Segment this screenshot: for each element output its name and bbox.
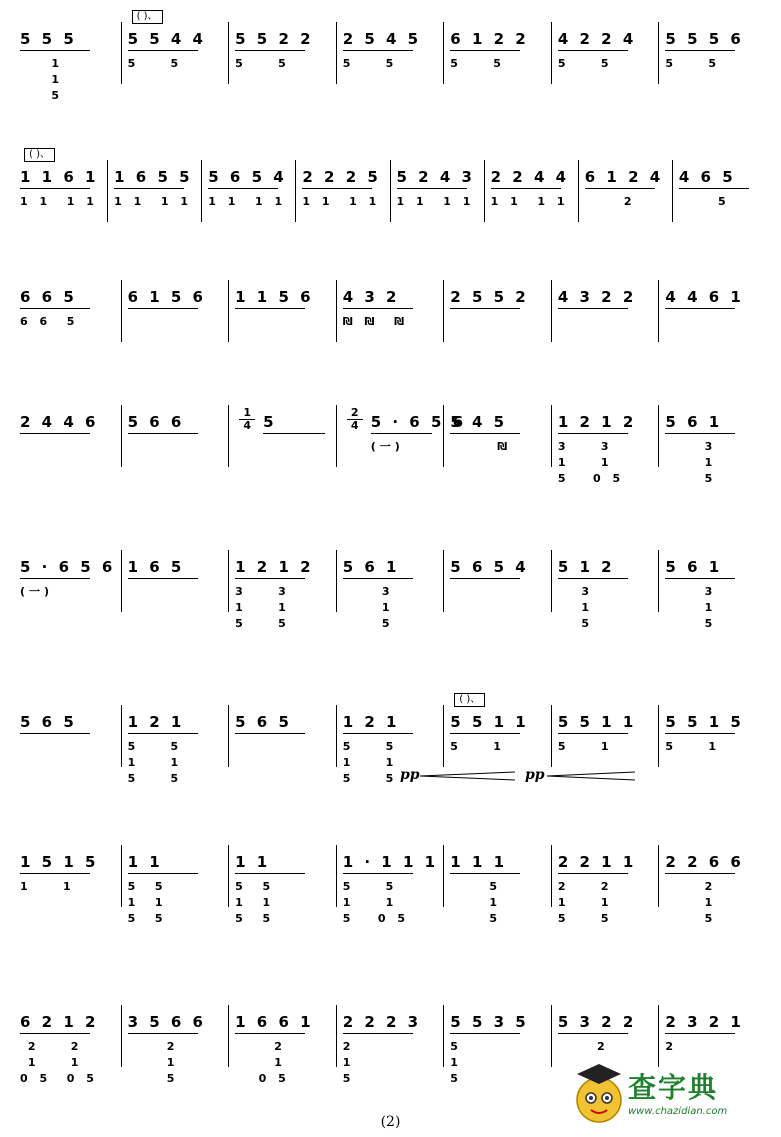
measure bbox=[659, 280, 766, 342]
melody-notes: 1 1 5 6 bbox=[235, 288, 314, 306]
accompaniment-notes: 2 2 1 1 0 5 0 5 bbox=[20, 1040, 98, 1085]
accompaniment-notes: 5 5 bbox=[235, 57, 290, 70]
measure bbox=[229, 845, 337, 925]
measure bbox=[552, 845, 660, 925]
measure bbox=[552, 705, 660, 767]
accompaniment-notes: 1 1 5 bbox=[51, 57, 63, 102]
accompaniment-notes: 1 1 1 1 bbox=[302, 195, 381, 208]
accompaniment-notes: 5 5 1 1 5 5 bbox=[342, 740, 398, 785]
technique-mark: ( )、 bbox=[132, 10, 163, 24]
dynamic-marking: pp bbox=[525, 767, 545, 783]
accompaniment-notes: 6 6 5 bbox=[20, 315, 79, 328]
accompaniment-notes: 5 1 bbox=[557, 740, 613, 753]
accompaniment-notes: 5 1 5 bbox=[450, 1040, 462, 1085]
score-row bbox=[0, 405, 781, 525]
melody-notes: 5 · 6 5 6 bbox=[370, 413, 467, 431]
beam-line bbox=[558, 433, 628, 434]
beam-line bbox=[20, 578, 90, 579]
score-row bbox=[0, 845, 781, 965]
accompaniment-notes: 3 1 5 bbox=[381, 585, 394, 630]
accompaniment-notes: 3 1 5 bbox=[704, 585, 717, 630]
melody-notes: 2 2 4 4 bbox=[490, 168, 570, 186]
accompaniment-notes: 5 1 bbox=[665, 740, 721, 753]
measure bbox=[14, 845, 122, 907]
accompaniment-notes: 2 1 0 5 bbox=[258, 1040, 290, 1085]
measure bbox=[337, 550, 445, 630]
beam-line bbox=[20, 1033, 90, 1034]
melody-notes: 1 6 6 1 bbox=[235, 1013, 314, 1031]
melody-notes: 5 5 3 5 bbox=[450, 1013, 529, 1031]
accompaniment-notes: 5 bbox=[678, 195, 730, 208]
time-signature bbox=[347, 407, 363, 432]
technique-mark: ( )、 bbox=[24, 148, 55, 162]
measure bbox=[444, 694, 552, 767]
measure bbox=[444, 550, 552, 612]
accompaniment-notes: 1 1 1 1 bbox=[490, 195, 569, 208]
measure bbox=[659, 845, 766, 925]
beam-line bbox=[343, 873, 413, 874]
melody-notes: 5 5 1 1 bbox=[450, 713, 529, 731]
measure bbox=[122, 11, 230, 84]
measure bbox=[296, 160, 390, 222]
melody-notes: 4 4 6 1 bbox=[665, 288, 744, 306]
measure bbox=[552, 550, 660, 630]
melody-notes: 6 1 2 2 bbox=[450, 30, 529, 48]
measure bbox=[552, 22, 660, 84]
measure bbox=[337, 405, 467, 467]
beam-line bbox=[20, 50, 90, 51]
melody-notes: 4 3 2 2 bbox=[557, 288, 637, 306]
measure bbox=[337, 845, 445, 925]
accompaniment-notes: (一) bbox=[20, 585, 54, 598]
beam-line bbox=[665, 1033, 735, 1034]
beam-line bbox=[558, 578, 628, 579]
accompaniment-notes: 1 1 1 1 bbox=[396, 195, 475, 208]
measure bbox=[552, 280, 660, 342]
melody-notes: 5 6 1 bbox=[665, 558, 723, 576]
measure bbox=[14, 280, 122, 342]
measure bbox=[659, 1005, 766, 1067]
measure bbox=[485, 160, 579, 222]
accompaniment-notes: 5 5 bbox=[557, 57, 613, 70]
logo-title: 查字典 bbox=[628, 1071, 719, 1104]
beam-line bbox=[558, 1033, 628, 1034]
measure bbox=[122, 705, 230, 785]
beam-line bbox=[665, 873, 735, 874]
measure bbox=[14, 1005, 122, 1085]
beam-line bbox=[235, 308, 305, 309]
beam-line bbox=[20, 188, 90, 189]
melody-notes: 5 6 5 4 bbox=[208, 168, 287, 186]
measure bbox=[14, 705, 122, 767]
accompaniment-notes: 1 1 1 1 bbox=[208, 195, 287, 208]
score-row bbox=[0, 550, 781, 670]
accompaniment-notes: ₪ bbox=[450, 440, 512, 453]
beam-line bbox=[128, 50, 198, 51]
measure bbox=[122, 1005, 230, 1085]
melody-notes: 1 1 6 1 bbox=[20, 168, 99, 186]
accompaniment-notes: 2 2 1 1 5 5 bbox=[557, 880, 613, 925]
melody-notes: 2 3 2 1 bbox=[665, 1013, 744, 1031]
beam-line bbox=[128, 873, 198, 874]
beam-line bbox=[235, 50, 305, 51]
measure bbox=[579, 160, 673, 222]
measure bbox=[229, 705, 337, 767]
beam-line bbox=[128, 578, 198, 579]
melody-notes: 1 1 bbox=[235, 853, 271, 871]
melody-notes: 1 2 1 bbox=[342, 713, 400, 731]
beam-line bbox=[20, 873, 90, 874]
beam-line bbox=[343, 308, 413, 309]
melody-notes: 2 2 2 5 bbox=[302, 168, 381, 186]
measure bbox=[444, 405, 552, 467]
beam-line bbox=[665, 308, 735, 309]
crescendo-hairpin bbox=[420, 771, 515, 781]
beam-line bbox=[20, 308, 90, 309]
technique-mark: ( )、 bbox=[454, 693, 485, 707]
beam-line bbox=[128, 1033, 198, 1034]
melody-notes: 1 1 1 bbox=[450, 853, 508, 871]
beam-line bbox=[679, 188, 749, 189]
beam-line bbox=[371, 433, 433, 434]
melody-notes: 1 2 1 bbox=[127, 713, 185, 731]
measure bbox=[122, 280, 230, 342]
measure bbox=[659, 405, 766, 485]
beam-line bbox=[450, 873, 520, 874]
melody-notes: 5 5 5 bbox=[20, 30, 77, 48]
time-signature-top: 2 bbox=[350, 406, 359, 419]
accompaniment-notes: 5 5 1 1 5 5 bbox=[235, 880, 275, 925]
time-signature-bottom: 4 bbox=[347, 419, 363, 432]
beam-line bbox=[235, 1033, 305, 1034]
melody-notes: 3 5 6 6 bbox=[127, 1013, 206, 1031]
melody-notes: 2 4 4 6 bbox=[20, 413, 99, 431]
accompaniment-notes: 5 5 bbox=[665, 57, 721, 70]
melody-notes: 1 1 bbox=[127, 853, 163, 871]
melody-notes: 6 1 5 6 bbox=[127, 288, 206, 306]
beam-line bbox=[128, 308, 198, 309]
time-signature-top: 1 bbox=[243, 406, 251, 419]
beam-line bbox=[665, 733, 735, 734]
measure bbox=[337, 22, 445, 84]
beam-line bbox=[450, 733, 520, 734]
measure bbox=[659, 705, 766, 767]
accompaniment-notes: 3 1 5 bbox=[581, 585, 593, 630]
beam-line bbox=[302, 188, 372, 189]
measure bbox=[14, 405, 122, 467]
accompaniment-notes: 1 1 1 1 bbox=[20, 195, 98, 208]
beam-line bbox=[558, 873, 628, 874]
measure bbox=[659, 22, 766, 84]
beam-line bbox=[208, 188, 278, 189]
measure bbox=[552, 1005, 660, 1067]
melody-notes: 5 6 1 bbox=[665, 413, 723, 431]
beam-line bbox=[20, 733, 90, 734]
measure bbox=[659, 550, 766, 630]
accompaniment-notes: (一) bbox=[370, 440, 404, 453]
measure bbox=[202, 160, 296, 222]
beam-line bbox=[665, 578, 735, 579]
melody-notes: 5 3 2 2 bbox=[557, 1013, 637, 1031]
beam-line bbox=[665, 50, 735, 51]
melody-notes: 5 4 5 bbox=[450, 413, 508, 431]
melody-notes: 5 6 5 4 bbox=[450, 558, 529, 576]
time-signature-bottom: 4 bbox=[239, 419, 255, 432]
beam-line bbox=[558, 308, 628, 309]
measure bbox=[14, 22, 122, 102]
measure bbox=[122, 845, 230, 925]
melody-notes: 2 2 6 6 bbox=[665, 853, 744, 871]
accompaniment-notes: 3 3 1 1 5 0 5 bbox=[557, 440, 625, 485]
beam-line bbox=[450, 578, 520, 579]
accompaniment-notes: 5 5 bbox=[450, 57, 505, 70]
beam-line bbox=[235, 578, 305, 579]
beam-line bbox=[450, 50, 520, 51]
accompaniment-notes: 3 1 5 bbox=[704, 440, 717, 485]
accompaniment-notes: 3 3 1 1 5 5 bbox=[235, 585, 290, 630]
score-row bbox=[0, 11, 781, 142]
accompaniment-notes: 1 1 1 1 bbox=[114, 195, 193, 208]
beam-line bbox=[558, 50, 628, 51]
score-row bbox=[0, 280, 781, 400]
measure bbox=[229, 550, 337, 630]
melody-notes: 6 2 1 2 bbox=[20, 1013, 99, 1031]
melody-notes: 1 2 1 2 bbox=[235, 558, 314, 576]
accompaniment-notes: ₪ ₪ ₪ bbox=[342, 315, 409, 328]
accompaniment-notes: 5 5 1 1 5 5 bbox=[127, 740, 183, 785]
melody-notes: 4 2 2 4 bbox=[557, 30, 637, 48]
melody-notes: 1 5 1 5 bbox=[20, 853, 99, 871]
page-number: (2) bbox=[380, 1114, 401, 1130]
melody-notes: 5 bbox=[263, 413, 277, 431]
accompaniment-notes: 2 bbox=[584, 195, 636, 208]
measure bbox=[673, 160, 766, 222]
melody-notes: 5 6 5 bbox=[20, 713, 77, 731]
beam-line bbox=[114, 188, 184, 189]
measure bbox=[337, 1005, 445, 1085]
melody-notes: 4 6 5 bbox=[678, 168, 736, 186]
melody-notes: 2 2 2 3 bbox=[342, 1013, 422, 1031]
melody-notes: 5 1 2 bbox=[557, 558, 615, 576]
accompaniment-notes: 2 1 5 bbox=[166, 1040, 179, 1085]
beam-line bbox=[585, 188, 655, 189]
melody-notes: 1 6 5 bbox=[127, 558, 185, 576]
measure bbox=[229, 280, 337, 342]
dynamic-marking: pp bbox=[400, 767, 420, 783]
accompaniment-notes: 5 5 1 1 5 5 bbox=[127, 880, 167, 925]
measure bbox=[391, 160, 485, 222]
beam-line bbox=[128, 433, 198, 434]
melody-notes: 4 3 2 bbox=[342, 288, 400, 306]
beam-line bbox=[491, 188, 561, 189]
melody-notes: 6 6 5 bbox=[20, 288, 77, 306]
melody-notes: 5 5 5 6 bbox=[665, 30, 744, 48]
accompaniment-notes: 5 5 bbox=[127, 57, 183, 70]
measure bbox=[14, 550, 122, 612]
beam-line bbox=[450, 1033, 520, 1034]
melody-notes: 5 5 2 2 bbox=[235, 30, 314, 48]
melody-notes: 5 5 4 4 bbox=[127, 30, 206, 48]
accompaniment-notes: 5 1 bbox=[450, 740, 505, 753]
melody-notes: 1 · 1 1 1 bbox=[342, 853, 439, 871]
melody-notes: 5 6 1 bbox=[342, 558, 400, 576]
beam-line bbox=[558, 733, 628, 734]
melody-notes: 5 6 6 bbox=[127, 413, 185, 431]
accompaniment-notes: 5 5 1 1 5 0 5 bbox=[342, 880, 409, 925]
accompaniment-notes: 2 bbox=[557, 1040, 609, 1053]
beam-line bbox=[128, 733, 198, 734]
measure bbox=[122, 550, 230, 612]
measure bbox=[14, 149, 108, 222]
melody-notes: 5 · 6 5 6 bbox=[20, 558, 116, 576]
measure bbox=[444, 1005, 552, 1085]
beam-line bbox=[343, 1033, 413, 1034]
melody-notes: 1 6 5 5 bbox=[114, 168, 193, 186]
melody-notes: 1 2 1 2 bbox=[557, 413, 637, 431]
measure bbox=[229, 405, 337, 467]
beam-line bbox=[450, 308, 520, 309]
accompaniment-notes: 2 1 5 bbox=[704, 880, 717, 925]
accompaniment-notes: 5 5 bbox=[342, 57, 398, 70]
beam-line bbox=[343, 50, 413, 51]
measure bbox=[444, 22, 552, 84]
beam-line bbox=[20, 433, 90, 434]
measure bbox=[552, 405, 660, 485]
beam-line bbox=[343, 578, 413, 579]
accompaniment-notes: 5 1 5 bbox=[489, 880, 502, 925]
beam-line bbox=[665, 433, 735, 434]
melody-notes: 5 5 1 5 bbox=[665, 713, 744, 731]
melody-notes: 2 2 1 1 bbox=[557, 853, 637, 871]
beam-line bbox=[397, 188, 467, 189]
score-row bbox=[0, 694, 781, 825]
melody-notes: 5 5 1 1 bbox=[557, 713, 637, 731]
melody-notes: 2 5 5 2 bbox=[450, 288, 529, 306]
accompaniment-notes: 2 bbox=[665, 1040, 678, 1053]
measure bbox=[108, 160, 202, 222]
melody-notes: 2 5 4 5 bbox=[342, 30, 422, 48]
crescendo-hairpin bbox=[547, 771, 635, 781]
measure bbox=[444, 280, 552, 342]
beam-line bbox=[235, 873, 305, 874]
time-signature bbox=[239, 407, 255, 432]
beam-line bbox=[235, 733, 305, 734]
beam-line bbox=[450, 433, 520, 434]
accompaniment-notes: 2 1 5 bbox=[342, 1040, 355, 1085]
measure bbox=[229, 22, 337, 84]
measure bbox=[229, 1005, 337, 1085]
beam-line bbox=[343, 733, 413, 734]
measure bbox=[122, 405, 230, 467]
measure bbox=[337, 280, 445, 342]
logo-url: www.chazidian.com bbox=[628, 1106, 728, 1117]
beam-line bbox=[263, 433, 325, 434]
melody-notes: 5 6 5 bbox=[235, 713, 292, 731]
melody-notes: 5 2 4 3 bbox=[396, 168, 475, 186]
measure bbox=[444, 845, 552, 925]
score-row bbox=[0, 149, 781, 280]
melody-notes: 6 1 2 4 bbox=[584, 168, 664, 186]
accompaniment-notes: 1 1 bbox=[20, 880, 75, 893]
